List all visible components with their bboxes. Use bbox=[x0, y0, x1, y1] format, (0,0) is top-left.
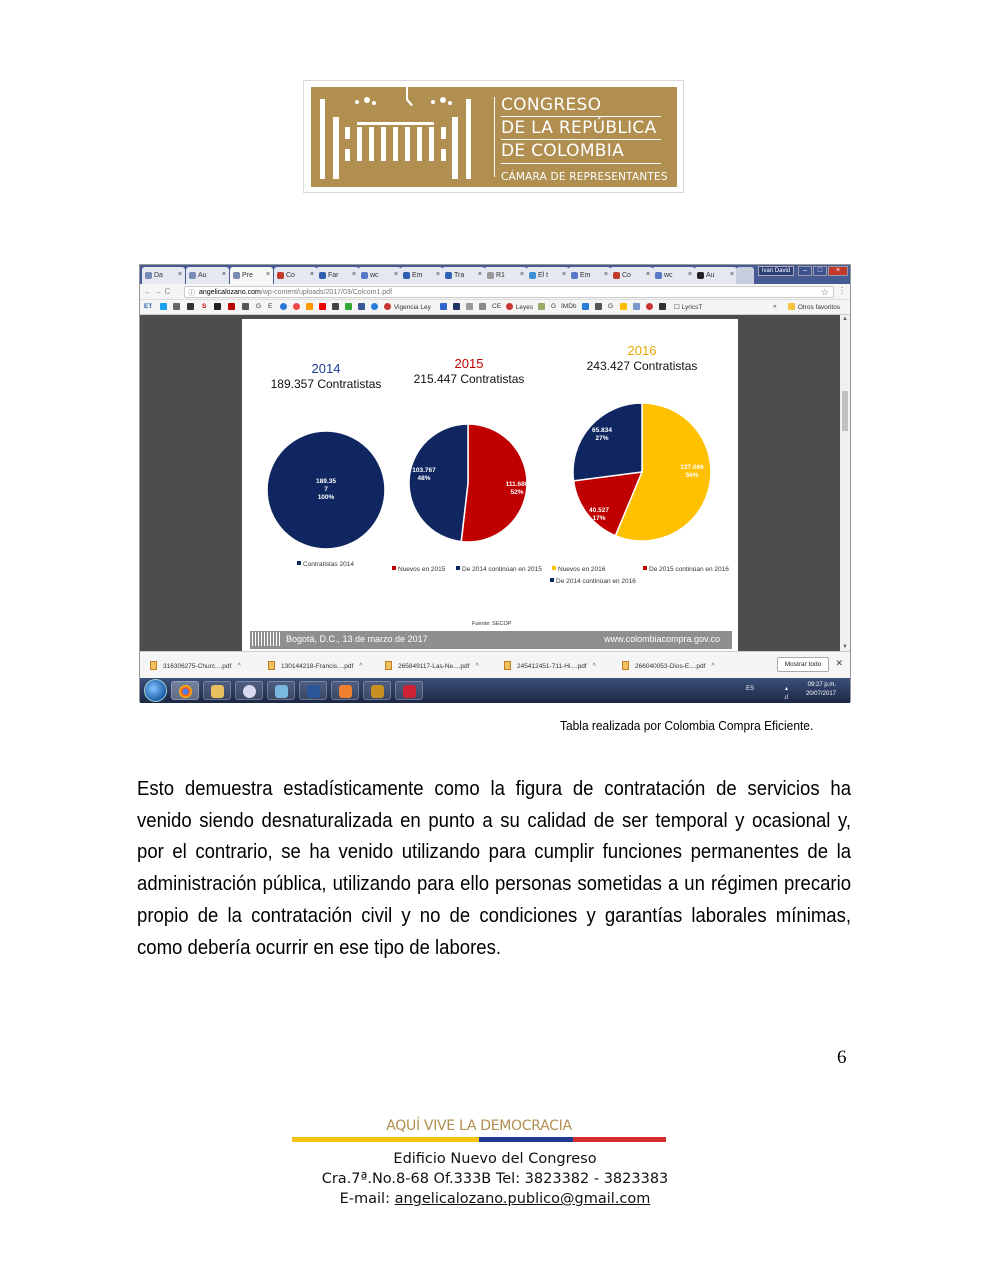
figure-caption: Tabla realizada por Colombia Compra Eficiente. bbox=[560, 718, 814, 733]
legend-item: Nuevos en 2015 bbox=[392, 566, 445, 573]
legend-item: Nuevos en 2016 bbox=[552, 566, 605, 573]
pie-charts bbox=[242, 319, 738, 619]
browser-tab[interactable]: wc × bbox=[652, 267, 695, 284]
scroll-down-icon[interactable]: ▼ bbox=[842, 644, 848, 650]
logo-line-4: CÁMARA DE REPRESENTANTES bbox=[501, 171, 668, 183]
close-icon[interactable]: × bbox=[603, 271, 608, 278]
bookmark-icon[interactable] bbox=[345, 303, 353, 311]
close-icon[interactable]: × bbox=[393, 271, 398, 278]
footer-address: Cra.7ª.No.8-68 Of.333B Tel: 3823382 - 3823383 bbox=[321, 1171, 669, 1187]
close-icon[interactable]: × bbox=[645, 271, 650, 278]
close-icon[interactable]: × bbox=[177, 271, 182, 278]
page-icon bbox=[613, 272, 620, 279]
explorer-taskbar-icon[interactable] bbox=[203, 681, 231, 700]
close-icon[interactable]: × bbox=[221, 271, 226, 278]
page-icon bbox=[697, 272, 704, 279]
bookmark-ce[interactable]: CE bbox=[492, 303, 502, 310]
download-bar bbox=[140, 651, 850, 678]
chevron-up-icon[interactable]: ^ bbox=[592, 663, 596, 670]
minimize-icon[interactable]: – bbox=[798, 266, 812, 276]
tab-strip bbox=[140, 265, 850, 284]
page-icon bbox=[487, 272, 494, 279]
word-taskbar-icon[interactable] bbox=[299, 681, 327, 700]
browser-tab[interactable]: Tra × bbox=[442, 267, 485, 284]
page-icon bbox=[319, 272, 326, 279]
email-link[interactable]: angelicalozano.publico@gmail.com bbox=[394, 1191, 651, 1207]
legend-item: De 2014 continúan en 2015 bbox=[456, 566, 542, 573]
chart-2015-year: 2015 bbox=[454, 356, 484, 371]
scroll-up-icon[interactable]: ▲ bbox=[842, 316, 848, 322]
pie-label-2015-2: 103.767 48% bbox=[412, 467, 436, 482]
bookmark-imdb[interactable]: IMDb bbox=[561, 303, 577, 310]
pie-slice-2015-2 bbox=[409, 424, 468, 542]
page-icon bbox=[233, 272, 240, 279]
windows-start-icon[interactable] bbox=[144, 679, 167, 702]
footer-building: Edificio Nuevo del Congreso bbox=[393, 1151, 597, 1167]
browser-tab[interactable]: Au × bbox=[694, 267, 737, 284]
close-icon[interactable]: × bbox=[729, 271, 734, 278]
app-taskbar-icon[interactable] bbox=[267, 681, 295, 700]
new-tab-button[interactable] bbox=[736, 267, 754, 284]
system-tray bbox=[745, 681, 836, 710]
tray-time[interactable]: 09:27 p.m. bbox=[807, 682, 836, 688]
pdf-file-icon bbox=[268, 661, 275, 670]
chevron-up-icon[interactable]: ^ bbox=[359, 663, 363, 670]
youtube-icon[interactable] bbox=[319, 303, 327, 311]
pdf-page bbox=[242, 319, 738, 651]
bookmark-icon[interactable] bbox=[306, 303, 314, 311]
google-icon[interactable]: G bbox=[551, 303, 557, 310]
browser-tab[interactable]: Co × bbox=[274, 267, 317, 284]
page-icon bbox=[571, 272, 578, 279]
browser-screenshot bbox=[139, 264, 851, 710]
pdf-file-icon bbox=[385, 661, 392, 670]
page-icon bbox=[189, 272, 196, 279]
chrome-taskbar-icon[interactable] bbox=[171, 681, 199, 700]
slide-footer: Bogotá, D.C., 13 de marzo de 2017 www.colombiacompra.gov.co bbox=[250, 631, 732, 649]
logo-line-3: DE COLOMBIA bbox=[501, 141, 625, 161]
bookmark-lyrics[interactable]: ☐ LyricsT bbox=[674, 304, 703, 311]
bookmark-otros-favoritos[interactable]: Otros favoritos bbox=[788, 303, 840, 311]
close-icon[interactable]: × bbox=[477, 271, 482, 278]
bookmark-icon[interactable] bbox=[538, 303, 546, 311]
logo-rule bbox=[501, 163, 661, 164]
bookmark-leyes[interactable]: Leyes bbox=[506, 303, 533, 311]
congreso-logo bbox=[303, 80, 684, 193]
bookmark-icon[interactable]: S bbox=[202, 303, 207, 310]
logo-divider bbox=[494, 97, 495, 177]
bookmark-icon[interactable] bbox=[173, 303, 181, 311]
pdf-file-icon bbox=[150, 661, 157, 670]
close-icon[interactable]: × bbox=[309, 271, 314, 278]
page-icon bbox=[277, 272, 284, 279]
legend-item: Contratistas 2014 bbox=[297, 561, 354, 568]
close-icon[interactable]: ✕ bbox=[835, 658, 843, 668]
close-icon[interactable]: × bbox=[351, 271, 356, 278]
bookmark-icon[interactable] bbox=[479, 303, 487, 311]
windows-taskbar bbox=[140, 678, 850, 710]
bookmark-icon[interactable] bbox=[332, 303, 340, 311]
language-indicator[interactable]: ES bbox=[745, 686, 754, 692]
app-taskbar-icon[interactable] bbox=[395, 681, 423, 700]
logo-rule bbox=[501, 116, 661, 117]
browser-tab[interactable]: Au × bbox=[186, 267, 229, 284]
bookmark-icon[interactable]: ET bbox=[144, 303, 153, 310]
star-icon[interactable]: ☆ bbox=[820, 287, 829, 297]
browser-tab[interactable]: wc × bbox=[358, 267, 401, 284]
footer-email-line: E-mail: angelicalozano.publico@gmail.com bbox=[339, 1191, 651, 1207]
bookmark-icon[interactable] bbox=[228, 303, 236, 311]
stripe-blue bbox=[479, 1137, 573, 1142]
browser-tab[interactable]: Co × bbox=[610, 267, 653, 284]
address-bar[interactable]: ⓘ angelicalozano.com/wp-content/uploads/2017/03/Colcom1.pdf ☆ bbox=[184, 286, 834, 298]
barcode-icon bbox=[252, 632, 280, 646]
capitol-emblem-icon bbox=[311, 87, 486, 187]
pie-label-2014-1: 189.35 7 100% bbox=[316, 478, 336, 501]
maximize-icon[interactable]: □ bbox=[813, 266, 827, 276]
bookmark-icon[interactable] bbox=[633, 303, 641, 311]
google-icon[interactable]: G bbox=[608, 303, 614, 310]
bookmark-icon[interactable] bbox=[440, 303, 448, 311]
bookmark-icon[interactable] bbox=[453, 303, 461, 311]
menu-icon[interactable]: ⋮ bbox=[838, 286, 846, 295]
flag-stripe bbox=[292, 1137, 666, 1142]
source-note: Fuente: SECOP bbox=[472, 621, 512, 627]
browser-tab[interactable]: Em × bbox=[400, 267, 443, 284]
slogan: AQUÍ VIVE LA DEMOCRACIA bbox=[386, 1118, 572, 1134]
twitter-icon[interactable] bbox=[160, 303, 168, 311]
nav-buttons-icon[interactable]: ← → C bbox=[144, 287, 171, 296]
body-paragraph: Esto demuestra estadísticamente como la figura de contratación de servicios ha venido siendo desnaturalizada en punto a su calidad de ser temporal y ocasional y, por el contrario, se ha venido utilizando para cumplir funciones permanentes de la administración pública, utilizando para ello personas sometidas a un régimen precario propio de la contratación civil y no de condiciones y garantías laborales mínimas, como debería ocurrir en ese tipo de labores. bbox=[137, 777, 852, 959]
close-icon[interactable]: × bbox=[519, 271, 524, 278]
browser-tab[interactable]: Da × bbox=[142, 267, 185, 284]
bookmark-icon[interactable] bbox=[187, 303, 195, 311]
bookmark-icon[interactable] bbox=[371, 303, 379, 311]
bookmarks-bar bbox=[140, 300, 850, 315]
bookmark-icon[interactable] bbox=[214, 303, 222, 311]
bookmark-icon[interactable] bbox=[659, 303, 667, 311]
page-icon bbox=[655, 272, 662, 279]
pie-label-2015-1: 111.680 52% bbox=[505, 481, 529, 496]
pdf-file-icon bbox=[504, 661, 511, 670]
bookmark-icon[interactable]: E bbox=[268, 303, 273, 310]
pie-label-2016-3: 65.834 27% bbox=[592, 427, 612, 442]
pie-label-2016-1: 137.066 56% bbox=[680, 464, 704, 479]
facebook-icon[interactable] bbox=[358, 303, 366, 311]
tray-date[interactable]: 20/07/2017 bbox=[805, 691, 836, 697]
logo-rule bbox=[501, 139, 661, 140]
bookmark-icon[interactable] bbox=[646, 303, 654, 311]
bookmark-icon[interactable] bbox=[620, 303, 628, 311]
profile-button[interactable]: Ivan David bbox=[758, 266, 794, 276]
info-icon[interactable]: ⓘ bbox=[188, 290, 195, 297]
chevron-up-icon[interactable]: ^ bbox=[711, 663, 715, 670]
browser-tab[interactable]: Em × bbox=[568, 267, 611, 284]
page-icon bbox=[529, 272, 536, 279]
chevron-up-icon[interactable]: ^ bbox=[475, 663, 479, 670]
media-taskbar-icon[interactable] bbox=[363, 681, 391, 700]
stripe-red bbox=[573, 1137, 667, 1142]
window-close-icon[interactable]: × bbox=[828, 266, 848, 276]
download-item[interactable]: 316306275-Churc....pdf ^ bbox=[150, 661, 241, 670]
legend-item: De 2014 continúan en 2016 bbox=[550, 578, 636, 585]
logo-background bbox=[311, 87, 677, 187]
window-controls bbox=[758, 266, 848, 278]
download-item[interactable]: 245412451-711-Hi....pdf ^ bbox=[504, 661, 596, 670]
download-item[interactable]: 265849117-Las-Ne....pdf ^ bbox=[385, 661, 479, 670]
browser-tab[interactable]: El t × bbox=[526, 267, 569, 284]
download-item[interactable]: 266040053-Dios-E....pdf ^ bbox=[622, 661, 715, 670]
logo-line-1: CONGRESO bbox=[501, 95, 602, 115]
itunes-taskbar-icon[interactable] bbox=[235, 681, 263, 700]
download-item[interactable]: 130144218-Francis....pdf ^ bbox=[268, 661, 363, 670]
scroll-thumb[interactable] bbox=[842, 391, 848, 431]
signal-volume-icon[interactable]: ▴ .ıl ◂) bbox=[782, 686, 788, 710]
chevron-up-icon[interactable]: ^ bbox=[237, 663, 241, 670]
pie-label-2016-2: 40.527 17% bbox=[589, 507, 609, 522]
page-icon bbox=[403, 272, 410, 279]
vertical-scrollbar[interactable] bbox=[840, 315, 850, 651]
app-taskbar-icon[interactable] bbox=[331, 681, 359, 700]
more-bookmarks-icon[interactable]: » bbox=[773, 303, 777, 310]
chart-2015-title: 215.447 Contratistas bbox=[413, 372, 525, 386]
chart-2014-title: 189.357 Contratistas bbox=[270, 377, 382, 391]
page-number: 6 bbox=[837, 1047, 847, 1068]
close-icon[interactable]: × bbox=[265, 271, 270, 278]
bookmark-icon[interactable] bbox=[595, 303, 603, 311]
page-icon bbox=[361, 272, 368, 279]
browser-tab[interactable]: Far × bbox=[316, 267, 359, 284]
legend-item: De 2015 continúan en 2016 bbox=[643, 566, 729, 573]
browser-tab[interactable]: R1 × bbox=[484, 267, 527, 284]
page-icon bbox=[445, 272, 452, 279]
chart-2016-title: 243.427 Contratistas bbox=[586, 359, 698, 373]
bookmark-icon[interactable] bbox=[582, 303, 590, 311]
bookmark-vigencia-ley[interactable]: Vigencia Ley bbox=[384, 303, 431, 311]
chart-2016-year: 2016 bbox=[627, 343, 657, 358]
stripe-yellow bbox=[292, 1137, 479, 1142]
close-icon[interactable]: × bbox=[687, 271, 692, 278]
logo-line-2: DE LA REPÚBLICA bbox=[501, 118, 657, 138]
bookmark-icon[interactable] bbox=[242, 303, 250, 311]
page-icon bbox=[145, 272, 152, 279]
bookmark-icon[interactable] bbox=[466, 303, 474, 311]
close-icon[interactable]: × bbox=[561, 271, 566, 278]
browser-tab-active[interactable]: Pre × bbox=[230, 267, 273, 284]
pdf-file-icon bbox=[622, 661, 629, 670]
bookmark-icon[interactable] bbox=[280, 303, 288, 311]
google-icon[interactable]: G bbox=[256, 303, 262, 310]
chart-2014-year: 2014 bbox=[311, 361, 341, 376]
show-all-downloads-button[interactable]: Mostrar todo bbox=[777, 657, 829, 672]
close-icon[interactable]: × bbox=[435, 271, 440, 278]
bookmark-icon[interactable] bbox=[293, 303, 301, 311]
pdf-viewer bbox=[140, 315, 850, 651]
address-bar-row bbox=[140, 284, 850, 300]
